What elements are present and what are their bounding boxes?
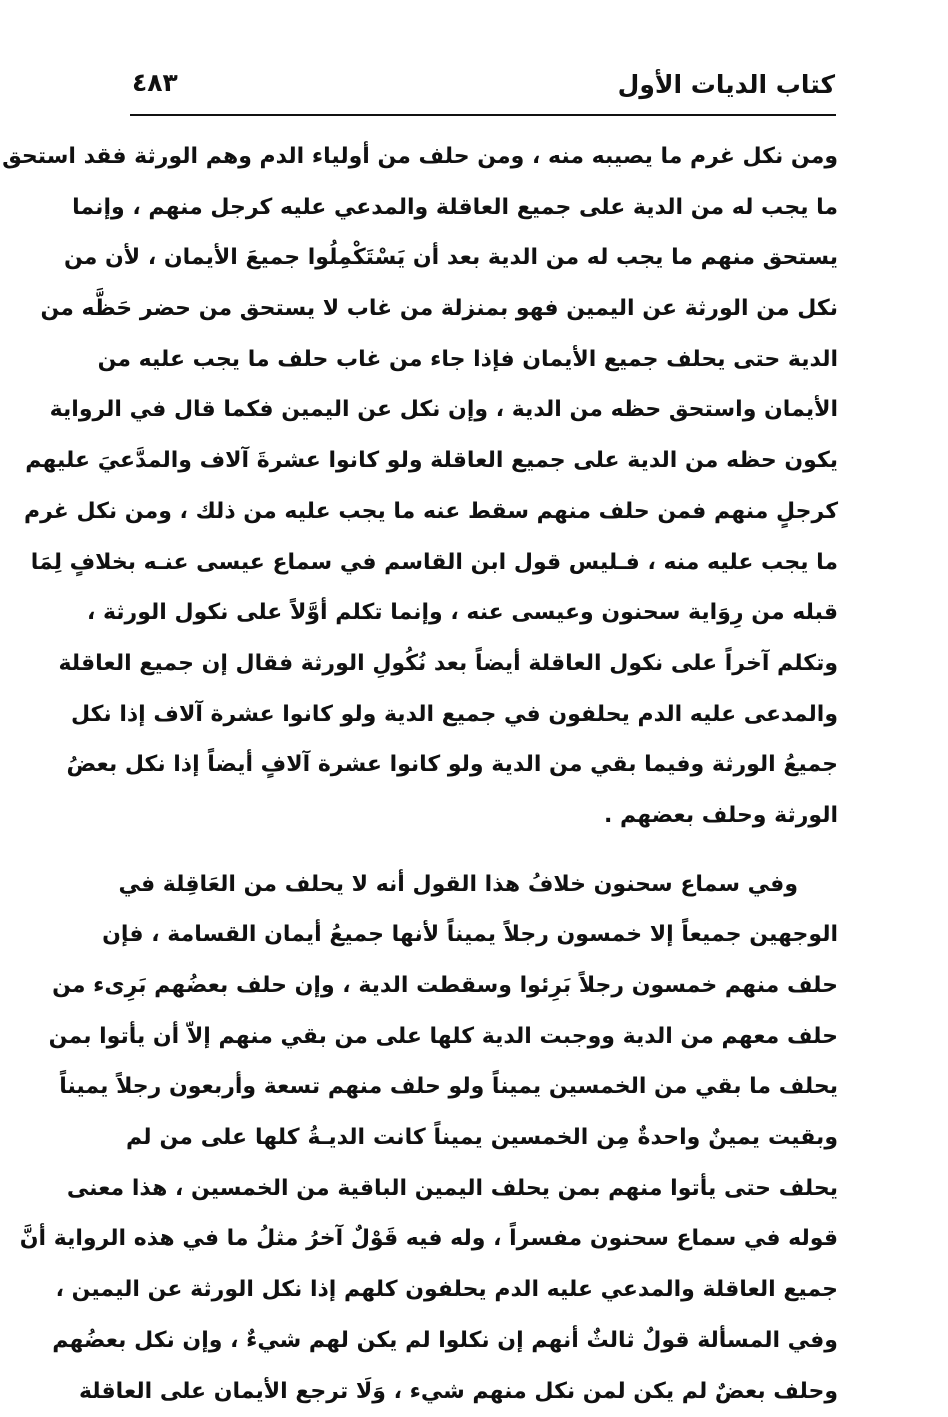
text-line: قبله من رِوَاية سحنون وعيسى عنه ، وإنما تكلم أوَّلاً على نكول الورثة ، bbox=[126, 588, 838, 639]
text-line: الدية حتى يحلف جميع الأيمان فإذا جاء من غاب حلف ما يجب عليه من bbox=[126, 335, 838, 386]
text-line: وبقيت يمينٌ واحدةٌ مِن الخمسين يميناً كانت الديـةُ كلها على من لم bbox=[126, 1113, 838, 1164]
paragraph-spacer bbox=[126, 842, 838, 860]
text-line: وفي المسألة قولٌ ثالثٌ أنهم إن نكلوا لم يكن لهم شيءٌ ، وإن نكل بعضُهم bbox=[126, 1316, 838, 1367]
text-line: ومن نكل غرم ما يصيبه منه ، ومن حلف من أولياء الدم وهم الورثة فقد استحق bbox=[126, 132, 838, 183]
text-line: قوله في سماع سحنون مفسراً ، وله فيه قَوْلٌ آخرُ مثلُ ما في هذه الرواية أنَّ bbox=[126, 1214, 838, 1265]
paragraph-1 bbox=[126, 132, 838, 842]
page-number: ٤٨٣ bbox=[132, 68, 178, 97]
text-line: يحلف حتى يأتوا منهم بمن يحلف اليمين الباقية من الخمسين ، هذا معنى bbox=[126, 1164, 838, 1215]
paragraph-2 bbox=[126, 860, 838, 1417]
text-line: وحلف بعضٌ لم يكن لمن نكل منهم شيء ، وَلَا ترجع الأيمان على العاقلة bbox=[126, 1367, 838, 1417]
text-line: جميعُ الورثة وفيما بقي من الدية ولو كانوا عشرة آلافٍ أيضاً إذا نكل بعضُ bbox=[126, 740, 838, 791]
text-line: يستحق منهم ما يجب له من الدية بعد أن يَسْتَكْمِلُوا جميعَ الأيمان ، لأن من bbox=[126, 233, 838, 284]
text-line: الورثة وحلف بعضهم . bbox=[126, 791, 838, 842]
text-line: ما يجب عليه منه ، فـليس قول ابن القاسم في سماع عيسى عنـه بخلافٍ لِمَا bbox=[126, 538, 838, 589]
text-line: يحلف ما بقي من الخمسين يميناً ولو حلف منهم تسعة وأربعون رجلاً يميناً bbox=[126, 1062, 838, 1113]
chapter-title: كتاب الديات الأول bbox=[618, 70, 835, 99]
text-line: ما يجب له من الدية على جميع العاقلة والمدعي عليه كرجل منهم ، وإنما bbox=[126, 183, 838, 234]
running-header bbox=[130, 66, 835, 106]
body-text bbox=[126, 132, 838, 1417]
text-line: حلف منهم خمسون رجلاً بَرِئوا وسقطت الدية ، وإن حلف بعضُهم بَرِىء من bbox=[126, 961, 838, 1012]
text-line: كرجلٍ منهم فمن حلف منهم سقط عنه ما يجب عليه من ذلك ، ومن نكل غرم bbox=[126, 487, 838, 538]
text-line: جميع العاقلة والمدعي عليه الدم يحلفون كلهم إذا نكل الورثة عن اليمين ، bbox=[126, 1265, 838, 1316]
text-line: يكون حظه من الدية على جميع العاقلة ولو كانوا عشرةَ آلاف والمدَّعيَ عليهم bbox=[126, 436, 838, 487]
text-line: الأيمان واستحق حظه من الدية ، وإن نكل عن اليمين فكما قال في الرواية bbox=[126, 385, 838, 436]
text-line: وتكلم آخراً على نكول العاقلة أيضاً بعد نُكُولِ الورثة فقال إن جميع العاقلة bbox=[126, 639, 838, 690]
text-line: الوجهين جميعاً إلا خمسون رجلاً يميناً لأنها جميعُ أيمان القسامة ، فإن bbox=[126, 910, 838, 961]
text-line: والمدعى عليه الدم يحلفون في جميع الدية ولو كانوا عشرة آلاف إذا نكل bbox=[126, 690, 838, 741]
text-line: نكل من الورثة عن اليمين فهو بمنزلة من غاب لا يستحق من حضر حَظَّه من bbox=[126, 284, 838, 335]
header-divider bbox=[130, 114, 836, 116]
text-line: وفي سماع سحنون خلافُ هذا القول أنه لا يحلف من العَاقِلة في bbox=[126, 860, 838, 911]
text-line: حلف معهم من الدية ووجبت الدية كلها على من بقي منهم إلاّ أن يأتوا بمن bbox=[126, 1012, 838, 1063]
